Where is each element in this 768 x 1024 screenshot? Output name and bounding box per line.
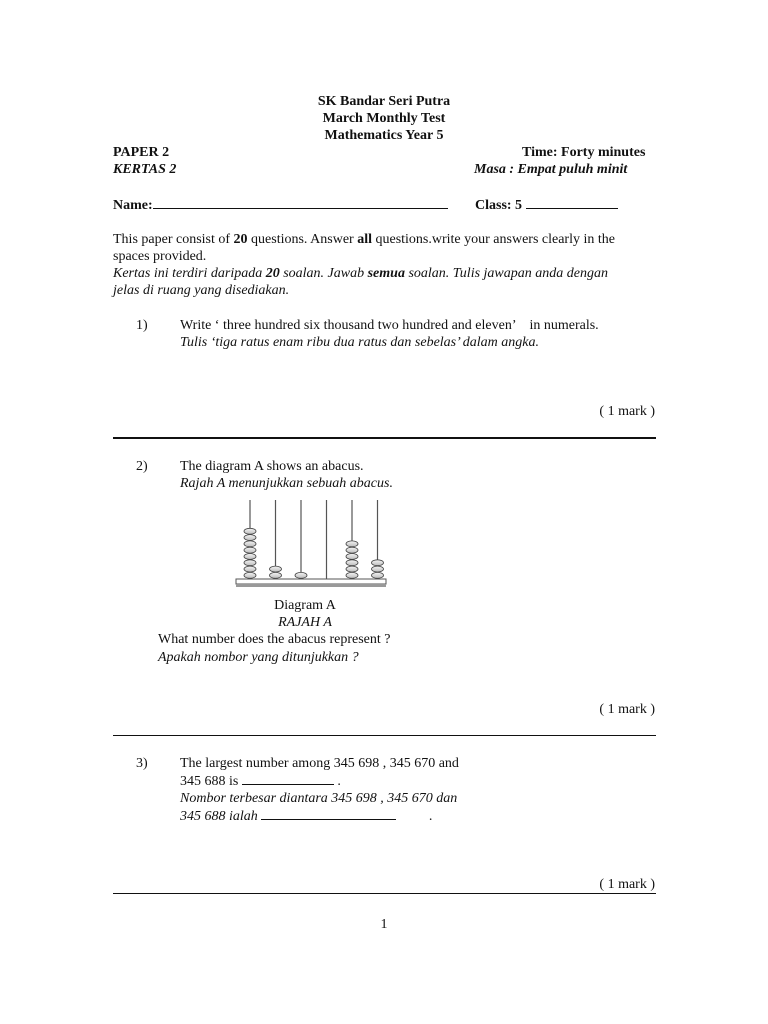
question-2-prompt-ms: Apakah nombor yang ditunjukkan ? — [158, 650, 359, 665]
abacus-bead — [372, 566, 384, 572]
question-3-text-en-line2 — [180, 772, 341, 790]
question-3-text-ms-line1: Nombor terbesar diantara 345 698 , 345 670 dan — [180, 791, 458, 806]
class-field — [475, 196, 618, 214]
abacus-bead — [244, 566, 256, 572]
abacus-bead — [295, 572, 307, 578]
question-count: 20 — [233, 232, 248, 247]
instructions-text: questions.write your answers clearly in the — [371, 232, 615, 247]
question-1-mark: ( 1 mark ) — [599, 404, 655, 419]
question-count: 20 — [265, 266, 280, 281]
question-2-mark: ( 1 mark ) — [599, 702, 655, 717]
all-emphasis: all — [357, 232, 372, 247]
name-field — [113, 196, 448, 214]
question-3-text-en-line1: The largest number among 345 698 , 345 670 and — [180, 756, 459, 771]
question-3-text-ms-line2 — [180, 807, 433, 825]
question-1-text-en: Write ‘ three hundred six thousand two hundred and eleven’ in numerals. — [180, 318, 599, 333]
diagram-label-ms: RAJAH A — [278, 615, 332, 630]
abacus-bead — [270, 566, 282, 572]
name-blank[interactable] — [153, 196, 448, 209]
instructions-text: Kertas ini terdiri daripada — [113, 266, 266, 281]
question-1-number: 1) — [136, 318, 148, 333]
abacus-bead — [372, 572, 384, 578]
abacus-bead — [244, 535, 256, 541]
abacus-bead — [346, 566, 358, 572]
diagram-label-en: Diagram A — [274, 598, 336, 613]
divider — [113, 735, 656, 736]
time-label-en: Time: Forty minutes — [522, 145, 646, 160]
abacus-bead — [346, 560, 358, 566]
question-1-text-ms: Tulis ‘tiga ratus enam ribu dua ratus dan sebelas’ dalam angka. — [180, 335, 539, 350]
divider — [113, 437, 656, 439]
instructions-ms-line2: jelas di ruang yang disediakan. — [113, 283, 290, 298]
question-3-text: . — [429, 809, 433, 824]
answer-blank[interactable] — [261, 807, 396, 820]
subject-title: Mathematics Year 5 — [324, 128, 444, 143]
abacus-bead — [346, 554, 358, 560]
answer-blank[interactable] — [242, 772, 334, 785]
page-number: 1 — [380, 917, 388, 932]
test-title: March Monthly Test — [322, 111, 446, 126]
instructions-text: questions. Answer — [247, 232, 358, 247]
instructions-text: soalan. Jawab — [279, 266, 368, 281]
question-2-number: 2) — [136, 459, 148, 474]
question-3-text: 345 688 ialah — [180, 809, 262, 824]
instructions-text: This paper consist of — [113, 232, 234, 247]
abacus-bead — [244, 528, 256, 534]
instructions-en-line2: spaces provided. — [113, 249, 207, 264]
abacus-bead — [372, 560, 384, 566]
paper-label-en: PAPER 2 — [113, 145, 170, 160]
abacus-bead — [244, 541, 256, 547]
question-3-text: 345 688 is — [180, 774, 242, 789]
abacus-bead — [244, 572, 256, 578]
instructions-en — [113, 231, 615, 248]
abacus-bead — [346, 547, 358, 553]
paper-label-ms: KERTAS 2 — [113, 162, 177, 177]
abacus-bead — [346, 541, 358, 547]
question-2-prompt-en: What number does the abacus represent ? — [158, 632, 391, 647]
class-label: Class: 5 — [475, 198, 523, 213]
question-2-text-en: The diagram A shows an abacus. — [180, 459, 364, 474]
question-3-text: . — [333, 774, 341, 789]
abacus-icon — [226, 496, 396, 596]
abacus-bead — [346, 572, 358, 578]
question-2-text-ms: Rajah A menunjukkan sebuah abacus. — [180, 476, 393, 491]
name-label: Name: — [113, 198, 153, 213]
instructions-ms — [113, 265, 608, 282]
school-name: SK Bandar Seri Putra — [317, 94, 451, 109]
time-label-ms: Masa : Empat puluh minit — [474, 162, 628, 177]
abacus-bead — [244, 560, 256, 566]
divider — [113, 893, 656, 894]
question-3-number: 3) — [136, 756, 148, 771]
question-3-mark: ( 1 mark ) — [599, 877, 655, 892]
all-emphasis: semua — [367, 266, 405, 281]
abacus-bead — [244, 554, 256, 560]
class-blank[interactable] — [526, 196, 618, 209]
abacus-bead — [270, 572, 282, 578]
instructions-text: soalan. Tulis jawapan anda dengan — [404, 266, 608, 281]
abacus-bead — [244, 547, 256, 553]
